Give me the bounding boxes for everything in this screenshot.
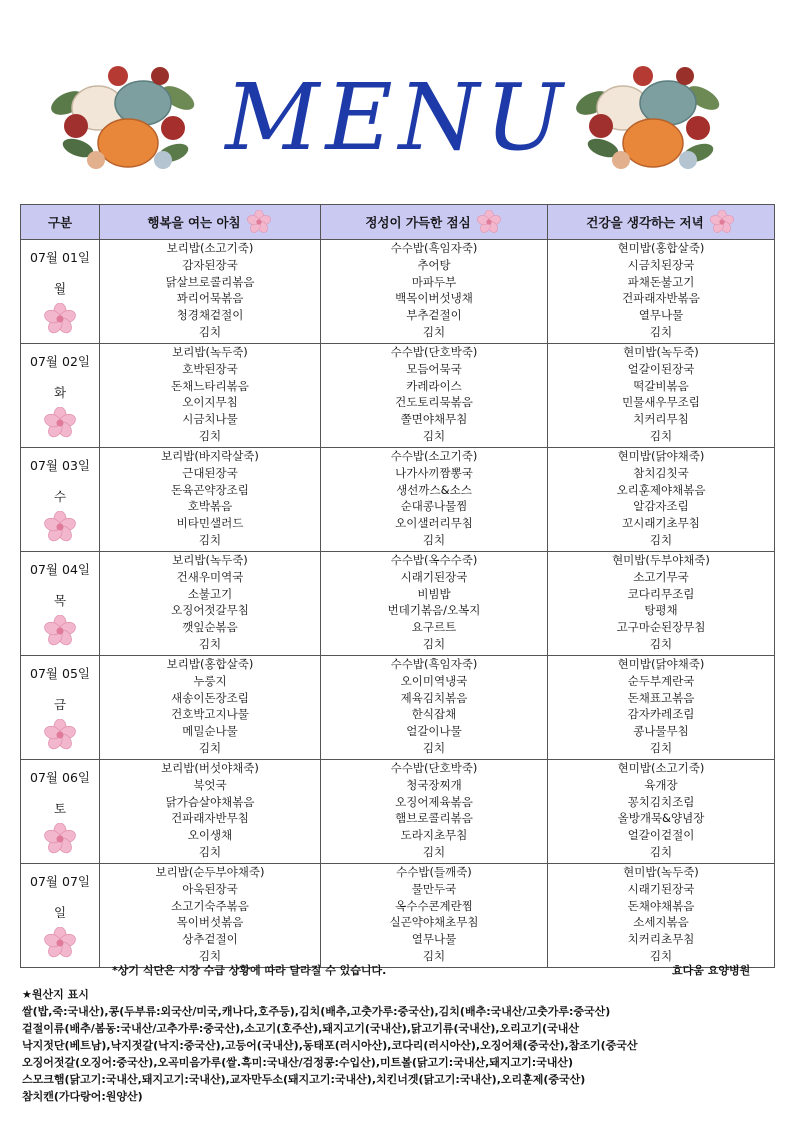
menu-item: 김치	[649, 532, 673, 547]
menu-item: 김치	[422, 532, 446, 547]
menu-item: 돈육곤약장조림	[171, 482, 249, 497]
day-cell	[21, 344, 100, 448]
menu-item: 제육김치볶음	[400, 690, 468, 705]
menu-item: 탕평채	[644, 603, 678, 618]
menu-item: 육개장	[644, 777, 678, 792]
flower-icon	[43, 407, 77, 439]
menu-item: 김치	[422, 740, 446, 755]
menu-item: 건도토리묵볶음	[395, 395, 473, 410]
page-title: MENU	[225, 64, 569, 171]
menu-item: 비타민샐러드	[176, 516, 244, 531]
day-weekday: 토	[53, 801, 67, 816]
day-date: 07월 07일	[30, 874, 90, 889]
menu-item: 소고기숙주볶음	[171, 898, 249, 913]
menu-item: 부추겉절이	[406, 308, 462, 323]
menu-item: 감자된장국	[182, 257, 238, 272]
header-row	[21, 205, 775, 240]
menu-item: 오리훈제야채볶음	[616, 482, 706, 497]
menu-item: 감자카레조림	[627, 707, 695, 722]
menu-item: 김치	[422, 324, 446, 339]
day-row	[21, 240, 775, 344]
menu-item: 떡갈비볶음	[633, 378, 689, 393]
hospital-name: 효다움 요양병원	[672, 964, 751, 977]
menu-item: 소고기무국	[633, 569, 689, 584]
menu-item: 고구마순된장무침	[616, 620, 706, 635]
flower-icon	[475, 210, 503, 234]
lunch-cell	[321, 864, 548, 968]
flower-icon	[43, 511, 77, 543]
menu-item: 열무나물	[411, 932, 457, 947]
menu-item: 얼갈이된장국	[627, 361, 695, 376]
menu-item: 꽈리어묵볶음	[176, 291, 244, 306]
menu-item: 마파두부	[411, 274, 457, 289]
origin-section	[22, 986, 782, 1105]
menu-item: 나가사끼짬뽕국	[395, 465, 473, 480]
menu-item: 수수밥(흑임자죽)	[390, 241, 478, 255]
menu-item: 백목이버섯냉채	[395, 291, 473, 306]
day-cell	[21, 552, 100, 656]
day-row	[21, 864, 775, 968]
day-row	[21, 656, 775, 760]
menu-item: 보리밥(녹두죽)	[172, 345, 248, 359]
day-date: 07월 01일	[30, 250, 90, 265]
menu-item: 물만두국	[411, 881, 457, 896]
menu-item: 김치	[649, 948, 673, 963]
menu-item: 보리밥(소고기죽)	[166, 241, 254, 255]
menu-item: 실곤약야채초무침	[389, 915, 479, 930]
menu-item: 누룽지	[193, 673, 227, 688]
menu-item: 북엇국	[193, 777, 227, 792]
menu-item: 옥수수콘계란찜	[395, 898, 473, 913]
menu-item: 김치	[422, 428, 446, 443]
dinner-cell	[548, 864, 775, 968]
menu-item: 오징어제육볶음	[395, 794, 473, 809]
menu-item: 치커리초무침	[627, 932, 695, 947]
lunch-cell	[321, 344, 548, 448]
menu-item: 참치김칫국	[633, 465, 689, 480]
flower-icon	[708, 210, 736, 234]
flower-icon	[43, 927, 77, 959]
menu-item: 오이생채	[187, 828, 233, 843]
menu-item: 김치	[649, 324, 673, 339]
day-row	[21, 552, 775, 656]
menu-item: 생선까스&소스	[396, 482, 472, 497]
menu-item: 오이지무침	[182, 395, 238, 410]
menu-item: 돈채느타리볶음	[171, 378, 249, 393]
origin-line: 쌀(밥,죽:국내산),콩(두부류:외국산/미국,캐나다,호주등),김치(배추,고춧가루:중국산),김치(배추:국내산/고춧가루:중국산)	[22, 1005, 611, 1018]
day-date: 07월 02일	[30, 354, 90, 369]
day-cell	[21, 760, 100, 864]
menu-item: 시래기된장국	[627, 881, 695, 896]
origin-line: 겉절이류(배추/봄동:국내산/고추가루:중국산),소고기(호주산),돼지고기(국내산),닭고기류(국내산),오리고기(국내산	[22, 1022, 579, 1035]
day-weekday: 금	[53, 697, 67, 712]
menu-item: 요구르트	[411, 620, 457, 635]
origin-heading: ★원산지 표시	[22, 988, 89, 1001]
menu-item: 수수밥(단호박죽)	[390, 761, 478, 775]
menu-item: 카레라이스	[406, 378, 462, 393]
day-cell	[21, 448, 100, 552]
menu-item: 김치	[649, 428, 673, 443]
day-cell	[21, 864, 100, 968]
menu-item: 보리밥(바지락살죽)	[161, 449, 259, 463]
menu-item: 꼬시래기초무침	[622, 516, 700, 531]
day-row	[21, 760, 775, 864]
breakfast-cell	[100, 552, 321, 656]
menu-item: 순대콩나물찜	[400, 499, 468, 514]
breakfast-cell	[100, 344, 321, 448]
origin-line: 오징어젓갈(오징어:중국산),오곡미음가루(쌀.흑미:국내산/검정콩:수입산),미트볼(닭고기:국내산,돼지고기:국내산)	[22, 1056, 574, 1069]
menu-item: 코다리무조림	[627, 586, 695, 601]
menu-item: 올방개묵&양념장	[617, 811, 705, 826]
menu-item: 건호박고지나물	[171, 707, 249, 722]
menu-item: 햄브로콜리볶음	[395, 811, 473, 826]
lunch-cell	[321, 760, 548, 864]
menu-item: 건새우미역국	[176, 569, 244, 584]
menu-item: 깻잎순볶음	[182, 620, 238, 635]
menu-item: 호박된장국	[182, 361, 238, 376]
lunch-cell	[321, 240, 548, 344]
flower-icon	[43, 719, 77, 751]
dinner-cell	[548, 344, 775, 448]
menu-item: 아욱된장국	[182, 881, 238, 896]
menu-item: 현미밥(녹두죽)	[623, 345, 699, 359]
origin-line: 스모크햄(닭고기:국내산,돼지고기:국내산),교자만두소(돼지고기:국내산),치킨너겟(닭고기:국내산),오리훈제(중국산)	[22, 1073, 586, 1086]
menu-item: 시금치나물	[182, 412, 238, 427]
menu-item: 번데기볶음/오복지	[387, 603, 481, 618]
menu-item: 건파래자반무침	[171, 811, 249, 826]
day-weekday: 일	[53, 905, 67, 920]
dinner-cell	[548, 448, 775, 552]
breakfast-cell	[100, 448, 321, 552]
menu-item: 보리밥(홍합살죽)	[166, 657, 254, 671]
notice-text: *상기 식단은 시장 수급 상황에 따라 달라질 수 있습니다.	[112, 964, 387, 977]
menu-item: 김치	[649, 740, 673, 755]
lunch-cell	[321, 552, 548, 656]
menu-item: 오이샐러리무침	[395, 516, 473, 531]
menu-item: 시금치된장국	[627, 257, 695, 272]
menu-item: 돈채야채볶음	[627, 898, 695, 913]
day-date: 07월 03일	[30, 458, 90, 473]
menu-item: 소세지볶음	[633, 915, 689, 930]
menu-item: 김치	[198, 740, 222, 755]
breakfast-cell	[100, 760, 321, 864]
day-weekday: 화	[53, 385, 67, 400]
day-date: 07월 05일	[30, 666, 90, 681]
menu-item: 시래기된장국	[400, 569, 468, 584]
menu-item: 추어탕	[417, 257, 451, 272]
dinner-cell	[548, 240, 775, 344]
day-row	[21, 344, 775, 448]
menu-item: 닭살브로콜리볶음	[165, 274, 255, 289]
menu-item: 현미밥(홍합살죽)	[617, 241, 705, 255]
menu-item: 메밀순나물	[182, 724, 238, 739]
day-weekday: 목	[53, 593, 67, 608]
day-row	[21, 448, 775, 552]
menu-item: 수수밥(옥수수죽)	[390, 553, 478, 567]
menu-item: 수수밥(흑임자죽)	[390, 657, 478, 671]
menu-item: 김치	[649, 636, 673, 651]
menu-item: 수수밥(들깨죽)	[396, 865, 472, 879]
menu-item: 청국장찌개	[406, 777, 462, 792]
menu-item: 얼갈이겉절이	[627, 828, 695, 843]
menu-item: 수수밥(단호박죽)	[390, 345, 478, 359]
dinner-cell	[548, 760, 775, 864]
menu-item: 김치	[649, 844, 673, 859]
day-weekday: 월	[53, 281, 67, 296]
header-breakfast: 행복을 여는 아침	[100, 205, 321, 240]
menu-item: 김치	[198, 532, 222, 547]
menu-item: 현미밥(소고기죽)	[617, 761, 705, 775]
menu-item: 김치	[198, 324, 222, 339]
menu-item: 보리밥(순두부야채죽)	[155, 865, 265, 879]
menu-item: 파채돈불고기	[627, 274, 695, 289]
menu-item: 알감자조림	[633, 499, 689, 514]
menu-item: 현미밥(녹두죽)	[623, 865, 699, 879]
origin-line: 참치캔(가다랑어:원양산)	[22, 1090, 143, 1103]
menu-item: 보리밥(버섯야채죽)	[161, 761, 259, 775]
menu-item: 닭가슴살야채볶음	[165, 794, 255, 809]
menu-item: 열무나물	[638, 308, 684, 323]
flower-icon	[43, 303, 77, 335]
menu-item: 청경채겉절이	[176, 308, 244, 323]
menu-item: 김치	[422, 844, 446, 859]
header-lunch: 정성이 가득한 점심	[321, 205, 548, 240]
dinner-cell	[548, 552, 775, 656]
dinner-cell	[548, 656, 775, 760]
menu-item: 김치	[198, 428, 222, 443]
lunch-cell	[321, 656, 548, 760]
menu-item: 현미밥(두부야채죽)	[612, 553, 710, 567]
menu-item: 건파래자반볶음	[622, 291, 700, 306]
breakfast-cell	[100, 240, 321, 344]
menu-item: 돈채표고볶음	[627, 690, 695, 705]
menu-table	[20, 204, 775, 968]
menu-item: 김치	[198, 636, 222, 651]
menu-item: 오징어젓갈무침	[171, 603, 249, 618]
menu-item: 김치	[198, 948, 222, 963]
day-cell	[21, 656, 100, 760]
header-dinner: 건강을 생각하는 저녁	[548, 205, 775, 240]
menu-item: 도라지초무침	[400, 828, 468, 843]
menu-item: 호박볶음	[187, 499, 233, 514]
menu-item: 현미밥(닭야채죽)	[617, 449, 705, 463]
day-weekday: 수	[53, 489, 67, 504]
breakfast-cell	[100, 864, 321, 968]
menu-item: 쫄면야채무침	[400, 412, 468, 427]
menu-item: 순두부계란국	[627, 673, 695, 688]
menu-item: 콩나물무침	[633, 724, 689, 739]
menu-item: 수수밥(소고기죽)	[390, 449, 478, 463]
menu-item: 김치	[422, 948, 446, 963]
menu-item: 소불고기	[187, 586, 233, 601]
menu-item: 현미밥(닭야채죽)	[617, 657, 705, 671]
lunch-cell	[321, 448, 548, 552]
flower-icon	[43, 615, 77, 647]
menu-item: 보리밥(녹두죽)	[172, 553, 248, 567]
menu-item: 새송이돈장조림	[171, 690, 249, 705]
menu-item: 한식잡채	[411, 707, 457, 722]
menu-item: 모듬어묵국	[406, 361, 462, 376]
menu-item: 민물새우무조림	[622, 395, 700, 410]
menu-item: 상추겉절이	[182, 932, 238, 947]
menu-item: 치커리무침	[633, 412, 689, 427]
menu-item: 얼갈이나물	[406, 724, 462, 739]
menu-item: 비빔밥	[417, 586, 451, 601]
day-cell	[21, 240, 100, 344]
menu-item: 김치	[198, 844, 222, 859]
menu-item: 목이버섯볶음	[176, 915, 244, 930]
menu-item: 꽁치김치조림	[627, 794, 695, 809]
menu-item: 김치	[422, 636, 446, 651]
day-date: 07월 06일	[30, 770, 90, 785]
day-date: 07월 04일	[30, 562, 90, 577]
menu-item: 오이미역냉국	[400, 673, 468, 688]
menu-item: 근대된장국	[182, 465, 238, 480]
header-category: 구분	[21, 205, 100, 240]
flower-icon	[43, 823, 77, 855]
breakfast-cell	[100, 656, 321, 760]
origin-line: 낙지젓단(베트남),낙지젓갈(낙지:중국산),고등어(국내산),동태포(러시아산),코다리(러시아산),오징어채(중국산),참조기(중국산	[22, 1039, 638, 1052]
flower-icon	[245, 210, 273, 234]
